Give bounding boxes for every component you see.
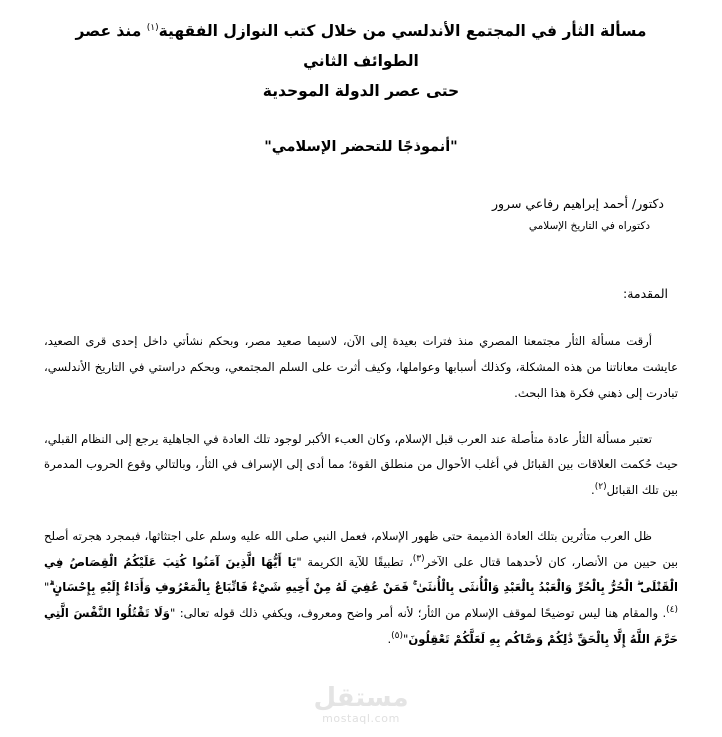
paragraph-2-text: تعتبر مسألة الثأر عادة متأصلة عند العرب قبل الإسلام، وكان العبء الأكبر لوجود تلك العادة في الجاهلية يرجع إلى النظام القبلي، حيث حُكمت العلاقات بين القبائل في أغلب الأحوال من منطلق القوة؛ مما أدى إلى الإسراف في الثأر، وبالتالي وقوع الحروب المدمرة بين تلك القبائل <box>44 431 678 498</box>
footnote-marker-5: (٥) <box>391 630 404 641</box>
quran-quote-1-close: " <box>44 580 50 595</box>
section-heading-introduction: المقدمة: <box>622 286 668 302</box>
paragraph-2 <box>44 427 678 504</box>
paragraph-1 <box>44 329 678 406</box>
footnote-marker-2: (٢) <box>594 482 607 493</box>
page-subtitle: "أنموذجًا للتحضر الإسلامي" <box>264 138 458 155</box>
watermark-url: mostaql.com <box>322 712 400 725</box>
paragraph-3-text-part-3: . والمقام هنا ليس توضيحًا لموقف الإسلام من الثأر؛ لأنه أمر واضح ومعروف، ويكفي ذلك قوله تعالى: " <box>170 606 667 620</box>
quran-quote-2: وَلَا تَقْتُلُوا النَّفْسَ الَّتِي حَرَّمَ اللَّهُ إِلَّا بِالْحَقِّ ذَٰلِكُمْ وَصَّاكُم بِهِ لَعَلَّكُمْ تَعْقِلُونَ <box>44 606 678 646</box>
title-line-2: حتى عصر الدولة الموحدية <box>262 82 460 101</box>
page-title <box>44 16 678 107</box>
paragraph-3 <box>44 524 678 653</box>
title-line-1-main: مسألة الثأر في المجتمع الأندلسي من خلال كتب النوازل الفقهية <box>158 22 647 40</box>
watermark-brand: مستقل <box>313 682 409 713</box>
watermark <box>0 682 722 725</box>
author-name: دكتور/ أحمد إبراهيم رفاعي سرور <box>491 195 664 211</box>
paragraph-2-tail: . <box>591 483 595 498</box>
quran-quote-1: يَا أَيُّهَا الَّذِينَ آمَنُوا كُتِبَ عَلَيْكُمُ الْقِصَاصُ فِي الْقَتْلَى ۖ الْحُرُّ بِالْحُرِّ وَالْعَبْدُ بِالْعَبْدِ وَالْأُنثَى بِالْأُنثَىٰ ۚ فَمَنْ عُفِيَ لَهُ مِنْ أَخِيهِ شَيْءٌ فَاتِّبَاعٌ بِالْمَعْرُوفِ وَأَدَاءٌ إِلَيْهِ بِإِحْسَانٍ ۗ <box>44 554 678 595</box>
quran-quote-2-close: " <box>403 631 409 646</box>
author-block <box>44 195 678 235</box>
document-body <box>44 329 678 652</box>
paragraph-3-text-part-1: ظل العرب متأثرين بتلك العادة الذميمة حتى ظهور الإسلام، فعمل النبي صلى الله عليه وسلم على اجتثاثها، فبمجرد هجرته أصلح بين حيين من الأنصار، كان لأحدهما قتال على الآخر <box>44 528 678 569</box>
title-line-1-tail: منذ عصر الطوائف الثاني <box>75 22 419 71</box>
paragraph-1-text: أرقت مسألة الثأر مجتمعنا المصري منذ فترات بعيدة إلى الآن، لاسيما صعيد مصر، وبحكم نشأتي داخل إحدى قرى الصعيد، عايشت معاناتنا من هذه المشكلة، وكذلك أسبابها وعواملها، وكيف أثرت على السلم المجتمعي، وبحكم دراستي في التاريخ الأندلسي، تبادرت إلى ذهني فكرة هذا البحث. <box>44 334 678 400</box>
paragraph-3-end: . <box>387 631 392 646</box>
title-footnote-marker: (١) <box>146 22 159 33</box>
author-degree: دكتوراه في التاريخ الإسلامي <box>528 219 650 232</box>
paragraph-3-text-part-2: ، تطبيقًا للآية الكريمة " <box>296 554 413 569</box>
footnote-marker-3: (٣) <box>412 553 425 564</box>
footnote-marker-4: (٤) <box>666 605 679 616</box>
